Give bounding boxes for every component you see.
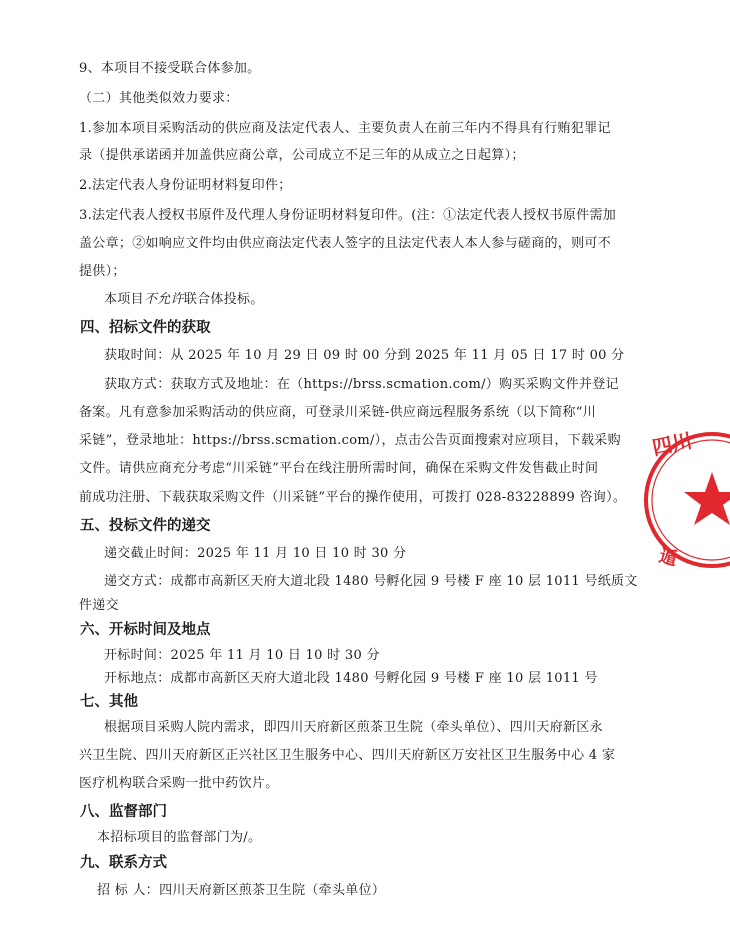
requirement-3-line-2: 盖公章；②如响应文件均由供应商法定代表人签字的且法定代表人本人参与磋商的，则可不	[79, 236, 612, 251]
requirement-1-line-1: 1.参加本项目采购活动的供应商及法定代表人、主要负责人在前三年内不得具有行贿犯罪记	[79, 121, 611, 136]
submission-method-line-2: 件递交	[79, 598, 119, 613]
clause-9: 9、本项目不接受联合体参加。	[79, 61, 261, 76]
acquisition-method-line-3: 采链”，登录地址：https://brss.scmation.com/），点击公告页面搜索对应项目，下载采购	[79, 433, 621, 448]
requirement-3-line-3: 提供）；	[79, 264, 126, 279]
joint-bid-suffix: 联合体投标。	[183, 292, 264, 307]
section-7-heading: 七、其他	[80, 694, 138, 710]
acquisition-method-line-4: 文件。请供应商充分考虑“川采链”平台在线注册所需时间，确保在采购文件发售截止时间	[79, 461, 599, 476]
section-6-heading: 六、开标时间及地点	[80, 622, 211, 638]
joint-bid-not-allowed: 不允许	[143, 292, 184, 307]
submission-method-line-1: 递交方式：成都市高新区天府大道北段 1480 号孵化园 9 号楼 F 座 10 层 1011 号纸质文	[104, 574, 638, 589]
section-8-heading: 八、监督部门	[80, 804, 167, 820]
acquisition-time: 获取时间：从 2025 年 10 月 29 日 09 时 00 分到 2025 年 11 月 05 日 17 时 00 分	[104, 348, 625, 363]
requirement-2: 2.法定代表人身份证明材料复印件；	[79, 178, 292, 193]
other-line-1: 根据项目采购人院内需求，即四川天府新区煎茶卫生院（牵头单位）、四川天府新区永	[104, 720, 603, 735]
supervision-text: 本招标项目的监督部门为/。	[97, 830, 262, 845]
acquisition-method-line-2: 备案。凡有意参加采购活动的供应商，可登录川采链-供应商远程服务系统（以下简称“川	[79, 405, 597, 420]
svg-text:遁: 遁	[656, 545, 680, 571]
official-seal	[640, 425, 730, 575]
acquisition-method-line-1: 获取方式：获取方式及地址：在（https://brss.scmation.com/）购买采购文件并登记	[104, 377, 619, 392]
tenderer-contact: 招 标 人：四川天府新区煎茶卫生院（牵头单位）	[97, 883, 386, 898]
acquisition-method-line-5: 前成功注册、下载获取采购文件（川采链”平台的操作使用，可拨打 028-83228899 咨询）。	[79, 490, 627, 505]
svg-text:四川: 四川	[650, 428, 695, 460]
other-line-3: 医疗机构联合采购一批中药饮片。	[79, 776, 279, 791]
joint-bid-prefix: 本项目	[104, 292, 144, 307]
requirement-1-line-2: 录（提供承诺函并加盖供应商公章，公司成立不足三年的从成立之日起算）；	[79, 148, 525, 163]
submission-deadline: 递交截止时间：2025 年 11 月 10 日 10 时 30 分	[104, 546, 407, 561]
section-4-heading: 四、招标文件的获取	[80, 320, 211, 336]
subsection-2-title: （二）其他类似效力要求：	[79, 91, 239, 106]
other-line-2: 兴卫生院、四川天府新区正兴社区卫生服务中心、四川天府新区万安社区卫生服务中心 4 家	[79, 748, 616, 763]
joint-bid-statement	[104, 291, 264, 309]
section-9-heading: 九、联系方式	[80, 855, 167, 871]
section-5-heading: 五、投标文件的递交	[80, 518, 211, 534]
opening-location: 开标地点：成都市高新区天府大道北段 1480 号孵化园 9 号楼 F 座 10 层 1011 号	[104, 671, 598, 686]
requirement-3-line-1: 3.法定代表人授权书原件及代理人身份证明材料复印件。(注：①法定代表人授权书原件需加	[79, 208, 617, 223]
opening-time: 开标时间：2025 年 11 月 10 日 10 时 30 分	[104, 648, 380, 663]
